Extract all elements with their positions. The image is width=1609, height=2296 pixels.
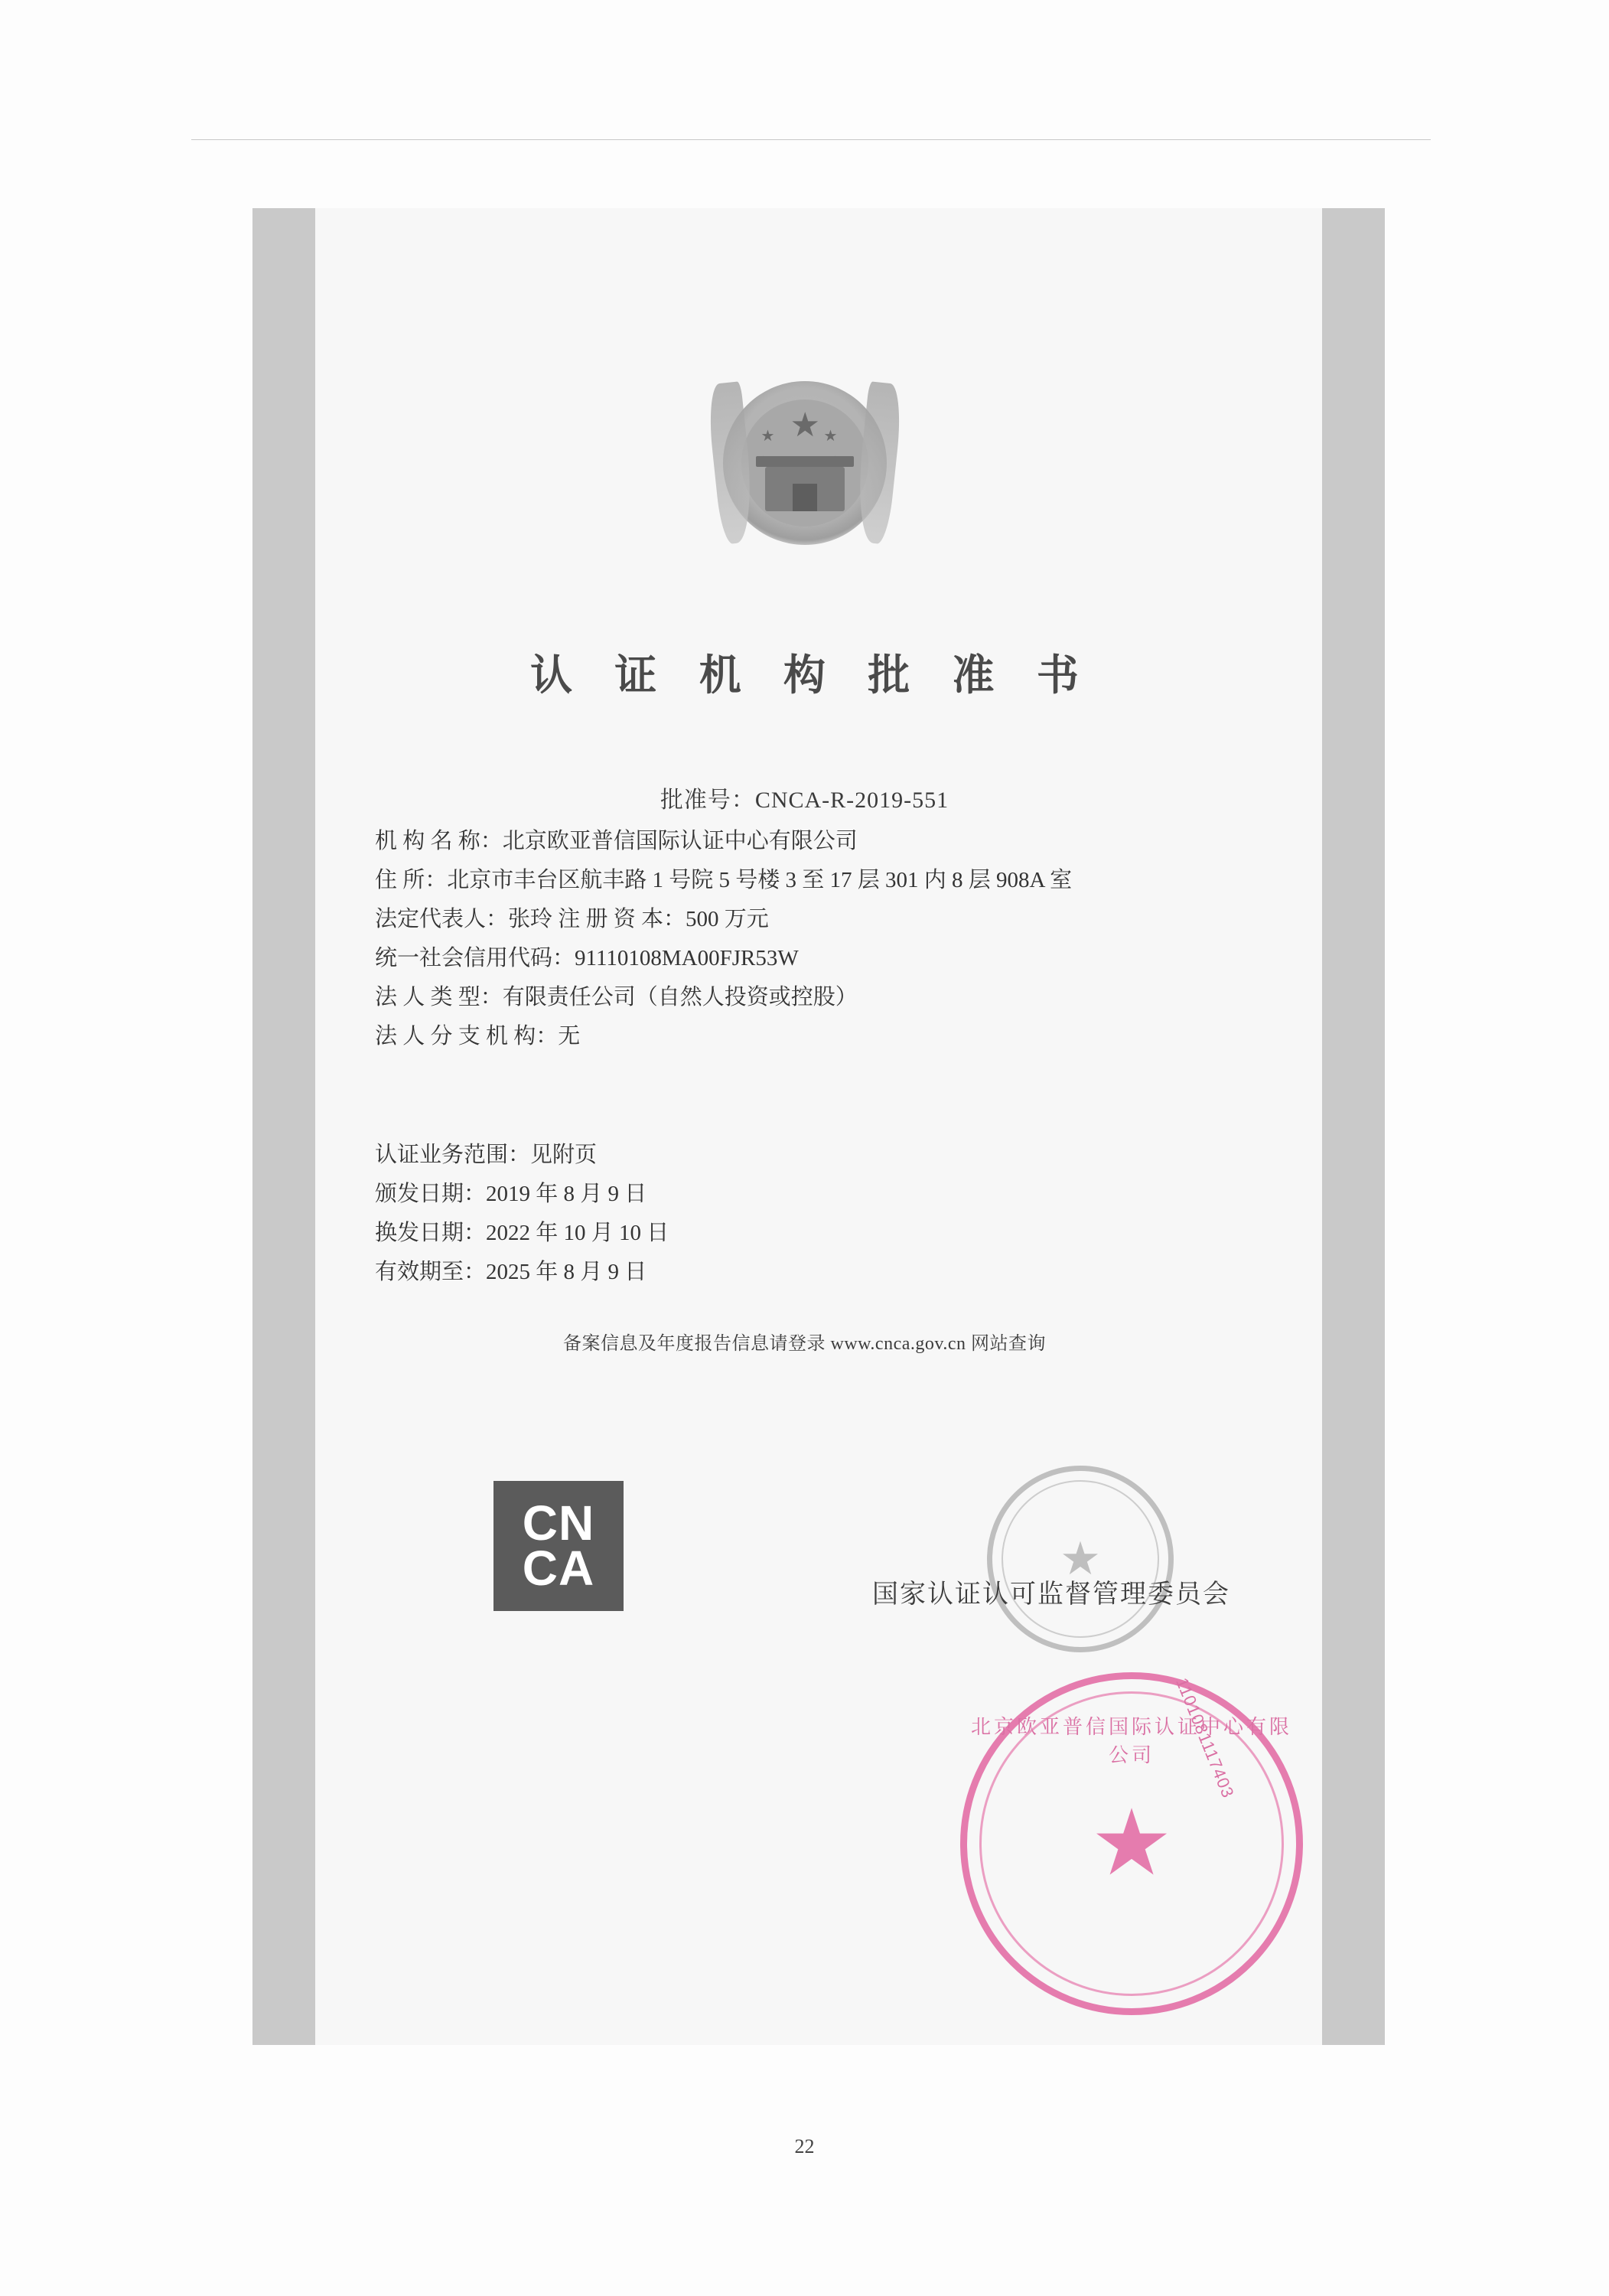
- field-value: 无: [558, 1024, 581, 1049]
- certificate-title: 认 证 机 构 批 准 书: [530, 651, 1094, 699]
- field-label: 法 人 类 型：: [375, 985, 503, 1009]
- field-value: 2019 年 8 月 9 日: [486, 1182, 647, 1206]
- field-row: [375, 830, 1293, 853]
- field-value: 2025 年 8 月 9 日: [486, 1260, 647, 1284]
- red-seal-top-text: 北京欧亚普信国际认证中心有限公司: [970, 1716, 1292, 1766]
- field-label: 住 所：: [375, 868, 448, 892]
- records-note: 备案信息及年度报告信息请登录 www.cnca.gov.cn 网站查询: [563, 1334, 1046, 1354]
- field-row: [375, 987, 1293, 1009]
- field-label: 换发日期：: [375, 1221, 487, 1245]
- field-row: [375, 1183, 1293, 1205]
- field-label: 统一社会信用代码：: [375, 946, 575, 970]
- field-value: 有限责任公司（自然人投资或控股）: [502, 985, 858, 1009]
- cnca-official-seal-icon: ★: [987, 1466, 1174, 1652]
- field-value: 北京市丰台区航丰路 1 号院 5 号楼 3 至 17 层 301 内 8 层 908A 室: [447, 868, 1073, 892]
- field-label: 法 人 分 支 机 构：: [375, 1024, 559, 1049]
- field-label: 颁发日期：: [375, 1182, 487, 1206]
- approval-number-value: CNCA-R-2019-551: [754, 788, 949, 813]
- field-row: [375, 1144, 1293, 1166]
- field-row: [375, 908, 1293, 931]
- field-label: 认证业务范围：: [375, 1143, 531, 1167]
- cnca-logo-line1: CN: [522, 1495, 595, 1551]
- organization-fields: [375, 830, 1293, 1065]
- field-row: [375, 1222, 1293, 1244]
- field-row: [375, 1026, 1293, 1048]
- field-value: 2022 年 10 月 10 日: [486, 1221, 669, 1245]
- field-row: [375, 869, 1293, 892]
- red-seal-code: 1101081117403: [1171, 1675, 1238, 1801]
- cnca-logo: [493, 1481, 624, 1611]
- field-value: 91110108MA00FJR53W: [575, 946, 799, 970]
- issuing-authority: 国家认证认可监督管理委员会: [872, 1580, 1230, 1609]
- field-row: [375, 1261, 1293, 1283]
- company-red-seal-icon: 北京欧亚普信国际认证中心有限公司 1101081117403 ★: [960, 1672, 1303, 2015]
- field-value: 北京欧亚普信国际认证中心有限公司: [502, 829, 858, 853]
- field-value: 张玲 注 册 资 本：500 万元: [508, 907, 769, 931]
- approval-number-line: [0, 781, 1609, 814]
- scope-and-dates-fields: [375, 1144, 1293, 1300]
- cnca-logo-line2: CA: [522, 1541, 595, 1596]
- field-row: [375, 947, 1293, 970]
- field-label: 机 构 名 称：: [375, 829, 503, 853]
- national-emblem-icon: ★ ★ ★: [0, 352, 1609, 574]
- field-value: 见附页: [530, 1143, 598, 1167]
- page-number: 22: [794, 2135, 815, 2157]
- top-rule-divider: [191, 139, 1431, 140]
- approval-number-label: 批准号：: [660, 788, 755, 813]
- field-label: 法定代表人：: [375, 907, 509, 931]
- field-label: 有效期至：: [375, 1260, 487, 1284]
